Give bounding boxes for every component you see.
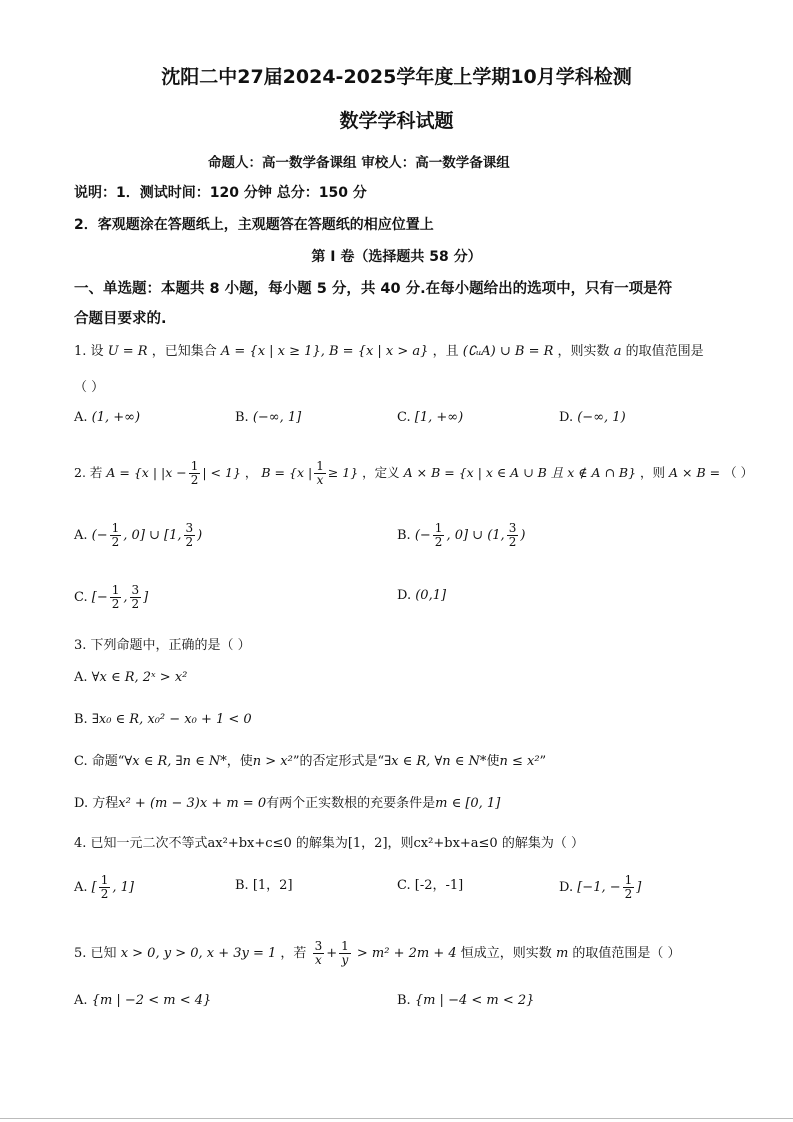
- q4-d-den: 2: [624, 887, 633, 901]
- q1-option-c-value: [1, +∞): [414, 410, 464, 425]
- q2-b-f2-num: 3: [508, 521, 517, 535]
- q2-option-b-mid: , 0] ∪ (1,: [446, 528, 505, 543]
- q2-option-b-label: B.: [397, 528, 411, 543]
- q4-option-c-label: C.: [397, 878, 411, 893]
- q2-option-d-label: D.: [397, 588, 412, 603]
- q1-prefix: 1. 设: [74, 344, 104, 359]
- q2-c-f1-den: 2: [111, 597, 120, 611]
- q4-d-num: 1: [624, 873, 633, 887]
- q2-paren: （ ）: [724, 465, 754, 480]
- exam-subject-title: 数学学科试题: [339, 110, 454, 132]
- q2-set-b-den: x: [316, 473, 324, 487]
- q4-a-fraction: [99, 874, 111, 901]
- q1-option-b-label: B.: [235, 410, 249, 425]
- q1-text: ，已知集合: [151, 344, 217, 359]
- q1-option-d-value: (−∞, 1): [577, 410, 626, 425]
- q2-set-b-end: ≥ 1}: [327, 465, 359, 480]
- q1-universal-set: U = R: [107, 344, 148, 359]
- q2-set-a-fraction: [189, 460, 201, 487]
- q2-option-b-start: (−: [414, 528, 431, 543]
- authors-line: 命题人：高一数学备课组 审校人：高一数学备课组: [208, 155, 510, 171]
- q4-option-b-value: [1，2]: [252, 878, 293, 893]
- q3-c-text-2: ，使: [226, 754, 253, 769]
- q5-f2-num: 1: [341, 939, 349, 953]
- q2-option-b[interactable]: [397, 522, 525, 549]
- q2-target-expr: A × B =: [669, 465, 721, 480]
- q5-f2-den: y: [341, 953, 349, 967]
- q4-a-end: , 1]: [112, 880, 134, 895]
- q5-f1-num: 3: [314, 939, 323, 953]
- q4-option-a[interactable]: [74, 874, 134, 901]
- q5-option-b[interactable]: [397, 991, 534, 1011]
- q2-option-a-end: ): [197, 528, 203, 543]
- q3-d-text-1: 方程: [92, 796, 119, 811]
- question-3-stem: 3. 下列命题中，正确的是（ ）: [74, 638, 251, 653]
- q3-c-text-3: ”的否定形式是“: [292, 754, 385, 769]
- q3-c-expr-4: n ≤ x²: [499, 754, 540, 769]
- q2-option-c-frac-2: [130, 584, 142, 611]
- q2-option-c-frac-1: [110, 584, 122, 611]
- q1-text-4: 的取值范围是: [625, 344, 704, 359]
- q2-option-c-label: C.: [74, 590, 88, 605]
- q5-text-3: 的取值范围是（ ）: [572, 946, 681, 961]
- q5-option-b-label: B.: [397, 993, 411, 1008]
- q3-c-expr-1: ∀x ∈ R, ∃n ∈ N*: [124, 754, 227, 769]
- q4-option-d-label: D.: [559, 880, 574, 895]
- q2-c-f2-num: 3: [131, 583, 140, 597]
- question-1-stem: [74, 342, 704, 362]
- q3-option-a[interactable]: [74, 668, 187, 688]
- instructions-line-1: 说明：1．测试时间：120 分钟 总分：150 分: [74, 185, 367, 201]
- q2-option-d[interactable]: [397, 586, 446, 606]
- q1-text-3: ，则实数: [557, 344, 610, 359]
- question-1-paren: （ ）: [74, 380, 105, 395]
- q2-set-b-start: B = {x |: [261, 465, 313, 480]
- q1-option-c[interactable]: [397, 408, 463, 428]
- q3-d-text-2: 有两个正实数根的充要条件是: [266, 796, 436, 811]
- q2-prefix: 2. 若: [74, 465, 103, 480]
- q3-option-a-label: A.: [74, 670, 88, 685]
- q1-option-a-label: A.: [74, 410, 88, 425]
- q3-option-c-label: C.: [74, 754, 88, 769]
- q2-c-f1-num: 1: [111, 583, 120, 597]
- q5-option-b-value: {m | −4 < m < 2}: [414, 993, 535, 1008]
- q5-fraction-2: [339, 940, 351, 967]
- q5-prefix: 5. 已知: [74, 946, 117, 961]
- q2-option-b-frac-1: [433, 522, 445, 549]
- q1-variable: a: [613, 344, 622, 359]
- q2-separator: ，: [244, 465, 258, 480]
- q4-option-d[interactable]: [559, 874, 641, 901]
- q1-option-a-value: (1, +∞): [91, 410, 141, 425]
- q3-option-b-label: B.: [74, 712, 88, 727]
- q4-option-b-label: B.: [235, 878, 249, 893]
- q2-set-b-num: 1: [316, 459, 324, 473]
- q4-a-start: [: [91, 880, 97, 895]
- q2-option-a-frac-2: [184, 522, 196, 549]
- q2-option-b-frac-2: [507, 522, 519, 549]
- q3-c-expr-2: n > x²: [252, 754, 293, 769]
- q2-b-f2-den: 2: [508, 535, 517, 549]
- q2-option-c-mid: ,: [123, 590, 128, 605]
- q2-option-b-end: ): [520, 528, 526, 543]
- q2-set-a-den: 2: [190, 473, 199, 487]
- q1-option-b-value: (−∞, 1]: [252, 410, 302, 425]
- q2-b-f1-num: 1: [434, 521, 443, 535]
- q5-variable: m: [555, 946, 569, 961]
- q2-a-f2-num: 3: [185, 521, 194, 535]
- q2-b-f1-den: 2: [434, 535, 443, 549]
- question-5-stem: [74, 940, 681, 967]
- q3-d-expr-2: m ∈ [0, 1]: [435, 796, 501, 811]
- q5-text: ，若: [280, 946, 307, 961]
- q2-option-a-mid: , 0] ∪ [1,: [123, 528, 182, 543]
- q2-option-a-label: A.: [74, 528, 88, 543]
- q1-option-a[interactable]: [74, 408, 140, 428]
- q2-set-a-start: A = {x | |x −: [106, 465, 187, 480]
- q3-option-d[interactable]: [74, 794, 500, 814]
- q2-set-b-fraction: [314, 460, 326, 487]
- page-bottom-rule: [0, 1118, 793, 1119]
- section-title: 第 I 卷（选择题共 58 分）: [311, 249, 482, 265]
- q2-c-f2-den: 2: [131, 597, 140, 611]
- q4-a-den: 2: [100, 887, 109, 901]
- q1-option-d-label: D.: [559, 410, 574, 425]
- q3-d-expr-1: x² + (m − 3)x + m = 0: [118, 796, 267, 811]
- q1-option-c-label: C.: [397, 410, 411, 425]
- q4-d-fraction: [623, 874, 635, 901]
- q1-condition: (∁ᵤA) ∪ B = R: [462, 344, 554, 359]
- q2-option-c[interactable]: [74, 584, 148, 611]
- q2-text-then: ，则: [640, 465, 666, 480]
- q5-option-a-value: {m | −2 < m < 4}: [91, 993, 212, 1008]
- question-2-stem: [74, 460, 753, 487]
- q1-option-d[interactable]: [559, 408, 626, 428]
- q3-option-b[interactable]: [74, 710, 252, 730]
- exam-title: 沈阳二中27届2024-2025学年度上学期10月学科检测: [161, 66, 632, 88]
- q1-text-2: ，且: [432, 344, 459, 359]
- q4-option-a-label: A.: [74, 880, 88, 895]
- q4-d-start: [−1, −: [577, 880, 621, 895]
- q3-c-text-5: ”: [539, 754, 547, 769]
- q2-a-f1-den: 2: [111, 535, 120, 549]
- q2-option-c-start: [−: [91, 590, 108, 605]
- q4-a-num: 1: [100, 873, 109, 887]
- part-one-instructions-line-2: 合题目要求的.: [74, 311, 167, 327]
- q3-option-d-label: D.: [74, 796, 89, 811]
- q4-d-end: ]: [636, 880, 642, 895]
- q5-fraction-1: [313, 940, 325, 967]
- q3-option-a-value: ∀x ∈ R, 2ˣ > x²: [91, 670, 188, 685]
- q5-option-a[interactable]: [74, 991, 211, 1011]
- q2-option-a[interactable]: [74, 522, 202, 549]
- part-one-instructions-line-1: 一、单选题：本题共 8 小题，每小题 5 分，共 40 分.在每小题给出的选项中，只有一项是符: [74, 281, 673, 297]
- q2-a-f1-num: 1: [111, 521, 120, 535]
- q3-option-b-value: ∃x₀ ∈ R, x₀² − x₀ + 1 < 0: [91, 712, 252, 727]
- q4-option-c-value: [-2，-1]: [414, 878, 464, 893]
- q5-option-a-label: A.: [74, 993, 88, 1008]
- q2-set-a-num: 1: [190, 459, 199, 473]
- q2-option-c-end: ]: [143, 590, 149, 605]
- q2-option-a-frac-1: [110, 522, 122, 549]
- q2-set-a-end: | < 1}: [202, 465, 241, 480]
- q1-option-b[interactable]: [235, 408, 301, 428]
- q2-text-define: ，定义: [362, 465, 400, 480]
- q2-option-d-value: (0,1]: [415, 588, 447, 603]
- q4-option-c[interactable]: [397, 876, 463, 896]
- q5-f1-den: x: [315, 953, 322, 967]
- q2-option-a-start: (−: [91, 528, 108, 543]
- q5-plus: +: [326, 946, 338, 961]
- question-4-stem: 4. 已知一元二次不等式ax²+bx+c≤0 的解集为[1，2]，则cx²+bx+a≤0 的解集为（ ）: [74, 836, 584, 851]
- instructions-line-2: 2．客观题涂在答题纸上，主观题答在答题纸的相应位置上: [74, 217, 434, 233]
- q3-c-text-1: 命题“: [91, 754, 125, 769]
- q2-definition: A × B = {x | x ∈ A ∪ B 且 x ∉ A ∩ B}: [403, 465, 637, 480]
- q5-text-2: 恒成立，则实数: [460, 946, 552, 961]
- q5-condition: x > 0, y > 0, x + 3y = 1: [120, 946, 277, 961]
- q4-option-b[interactable]: [235, 876, 293, 896]
- q1-sets: A = {x | x ≥ 1}, B = {x | x > a}: [220, 344, 429, 359]
- q3-c-expr-3: ∃x ∈ R, ∀n ∈ N*: [384, 754, 487, 769]
- q3-c-text-4: 使: [486, 754, 500, 769]
- q2-a-f2-den: 2: [185, 535, 194, 549]
- q5-inequality: > m² + 2m + 4: [356, 946, 457, 961]
- q3-option-c[interactable]: [74, 752, 546, 772]
